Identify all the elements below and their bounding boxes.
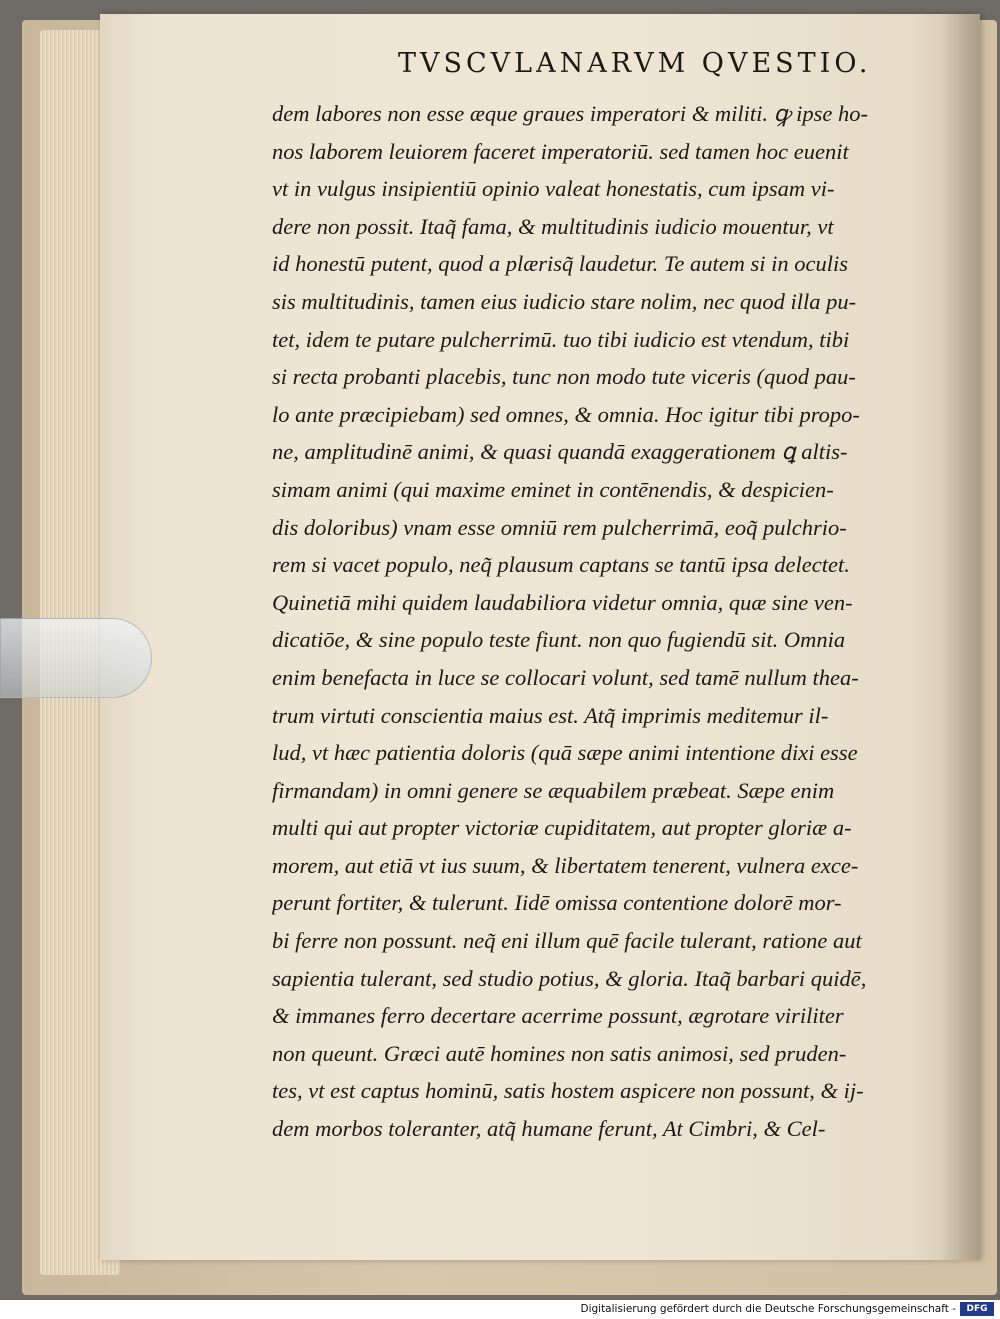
text-line: sapientia tulerant, sed studio potius, & gloria. Itaq̃ barbari quidē,: [272, 965, 867, 991]
text-line: enim benefacta in luce se collocari volunt, sed tamē nullum thea-: [272, 664, 859, 690]
text-line: si recta probanti placebis, tunc non modo tute viceris (quod pau-: [272, 364, 856, 390]
text-line: lud, vt hæc patientia doloris (quā sæpe animi intentione dixi esse: [272, 740, 858, 766]
footer-bar: [0, 1300, 1000, 1319]
text-line: dere non possit. Itaq̃ fama, & multitudinis iudicio mouentur, vt: [272, 213, 834, 239]
dfg-logo-icon: DFG: [960, 1302, 994, 1316]
text-line: dicatiōe, & sine populo teste fiunt. non quo fugiendū sit. Omnia: [272, 627, 846, 653]
text-line: trum virtuti conscientia maius est. Atq̃ imprimis meditemur il-: [272, 702, 829, 728]
text-line: vt in vulgus insipientiū opinio valeat honestatis, cum ipsam vi-: [272, 176, 835, 202]
page-clip: [0, 618, 152, 698]
text-line: non queunt. Græci autē homines non satis animosi, sed pruden-: [272, 1040, 847, 1066]
text-line: rem si vacet populo, neq̃ plausum captans se tantū ipsa delectet.: [272, 552, 850, 578]
gutter-shadow: [940, 14, 980, 1260]
funding-notice: Digitalisierung gefördert durch die Deutsche Forschungsgemeinschaft -: [580, 1303, 956, 1315]
text-line: dis doloribus) vnam esse omniū rem pulcherrimā, eoq̃ pulchrio-: [272, 514, 847, 540]
text-line: tes, vt est captus hominū, satis hostem aspicere non possunt, & ij-: [272, 1078, 864, 1104]
text-line: nos laborem leuiorem faceret imperatoriū. sed tamen hoc euenit: [272, 138, 849, 164]
text-line: firmandam) in omni genere se æquabilem præbeat. Sæpe enim: [272, 777, 835, 803]
text-line: multi qui aut propter victoriæ cupiditatem, aut propter gloriæ a-: [272, 815, 852, 841]
text-line: tet, idem te putare pulcherrimū. tuo tibi iudicio est vtendum, tibi: [272, 326, 850, 352]
text-line: id honestū putent, quod a plærisq̃ laudetur. Te autem si in oculis: [272, 251, 849, 277]
text-line: simam animi (qui maxime eminet in contēnendis, & despicien-: [272, 476, 834, 502]
text-line: perunt fortiter, & tulerunt. Iidē omissa contentione dolorē mor-: [272, 890, 842, 916]
running-header: TVSCVLANARVM QVESTIO.: [398, 48, 872, 79]
text-line: & immanes ferro decertare acerrime possunt, ægrotare viriliter: [272, 1003, 844, 1029]
text-line: morem, aut etiā vt ius suum, & libertatem tenerent, vulnera exce-: [272, 852, 859, 878]
text-line: Quinetiā mihi quidem laudabiliora videtur omnia, quæ sine ven-: [272, 589, 853, 615]
text-line: ne, amplitudinē animi, & quasi quandā exaggerationem ꝗ altis-: [272, 439, 848, 465]
text-line: dem labores non esse æque graues imperatori & militi. ꝙ ipse ho-: [272, 101, 869, 126]
text-line: dem morbos toleranter, atq̃ humane ferunt, At Cimbri, & Cel-: [272, 1116, 826, 1142]
text-line: lo ante præcipiebam) sed omnes, & omnia. Hoc igitur tibi propo-: [272, 401, 860, 427]
text-line: sis multitudinis, tamen eius iudicio stare nolim, nec quod illa pu-: [272, 288, 857, 314]
body-text: [272, 95, 940, 1148]
text-line: bi ferre non possunt. neq̃ eni illum quē facile tulerant, ratione aut: [272, 928, 862, 954]
